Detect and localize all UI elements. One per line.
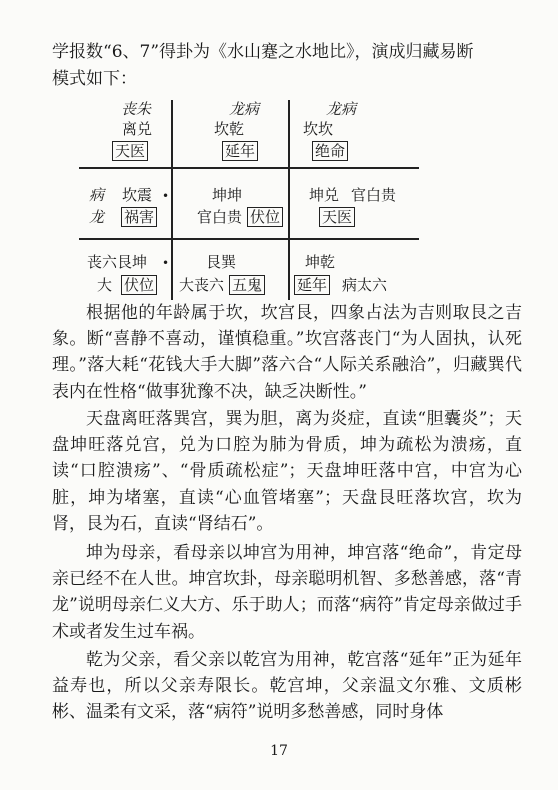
- cell-3-1-dot: •: [162, 256, 170, 270]
- grid-divider-v2: [288, 100, 290, 300]
- nine-palace-grid: [79, 100, 419, 300]
- paragraph-3: 坤为母亲，看母亲以坤宫为用神，坤宫落“绝命”，肯定母亲已经不在人世。坤宫坎卦，母亲聪明机智、多愁善感，落“青龙”说明母亲仁义大方、乐于助人；而落“病符”肯定母亲做过手术或者发生过车祸。: [52, 543, 522, 642]
- cell-3-2-name: 艮巽: [206, 253, 237, 271]
- cell-2-2-pre: 官白贵: [197, 208, 243, 226]
- cell-2-2-name: 坤坤: [212, 186, 243, 204]
- cell-3-1-name: 丧六艮坤: [87, 253, 148, 271]
- cell-2-2-box: 伏位: [247, 208, 283, 227]
- cell-1-1-name: 离兑: [122, 120, 153, 138]
- page-number: 17: [270, 743, 288, 759]
- cell-1-3-box: 绝命: [312, 142, 348, 161]
- paragraph-1: 根据他的年龄属于坎，坎宫艮，四象占法为吉则取艮之吉象。断“喜静不喜动，谨慎稳重。”坎宫落丧门“为人固执，认死理。”落大耗“花钱大手大脚”落六合“人际关系融洽”，归藏巽代表内在性格“做事犹豫不决，缺乏决断性。”: [52, 303, 522, 402]
- cell-3-1-box: 伏位: [121, 276, 157, 295]
- grid-divider-v1: [171, 100, 173, 300]
- paragraph-2: 天盘离旺落巽宫，巽为胆，离为炎症，直读“胆囊炎”；天盘坤旺落兑宫，兑为口腔为肺为骨质，坤为疏松为溃疡，直读“口腔溃疡”、“骨质疏松症”；天盘坤旺落中宫，中宫为心脏，坤为堵塞，直读“心血管堵塞”；天盘艮旺落坎宫，坎为肾，艮为石，直读“肾结石”。: [52, 409, 522, 534]
- cell-3-1-pre: 大: [97, 276, 113, 294]
- grid-divider-h1: [79, 167, 419, 169]
- grid-divider-h2: [79, 238, 419, 240]
- intro-line-2: 模式如下：: [52, 69, 137, 89]
- cell-2-1-pre1: 病: [89, 186, 105, 204]
- cell-2-1-dot: •: [162, 189, 170, 203]
- cell-1-2-box: 延年: [222, 142, 258, 161]
- cell-2-1-name: 坎震: [122, 186, 153, 204]
- cell-3-3-box: 延年: [294, 276, 330, 295]
- cell-1-1-top: 丧朱: [121, 100, 152, 118]
- cell-3-2-pre: 大丧六: [179, 276, 225, 294]
- cell-1-1-box: 天医: [112, 142, 148, 161]
- cell-3-2-box: 五鬼: [229, 276, 265, 295]
- cell-1-2-name: 坎乾: [214, 120, 245, 138]
- cell-2-3-name: 坤兑: [309, 186, 340, 204]
- intro-line-1: 学报数“6、7”得卦为《水山蹇之水地比》，演成归藏易断: [52, 42, 474, 62]
- cell-2-1-pre2: 龙: [89, 208, 105, 226]
- cell-1-2-top: 龙病: [229, 100, 260, 118]
- paragraph-4: 乾为父亲，看父亲以乾宫为用神，乾宫落“延年”正为延年益寿也，所以父亲寿限长。乾宫坤，父亲温文尔雅、文质彬彬、温柔有文采，落“病符”说明多愁善感，同时身体: [52, 650, 522, 723]
- cell-2-1-box: 祸害: [121, 208, 157, 227]
- cell-1-3-top: 龙病: [326, 100, 357, 118]
- cell-3-3-name: 坤乾: [305, 253, 336, 271]
- cell-3-3-post: 病太六: [342, 276, 388, 294]
- cell-2-3-box: 天医: [319, 208, 355, 227]
- cell-1-3-name: 坎坎: [303, 120, 334, 138]
- cell-2-3-post: 官白贵: [351, 186, 397, 204]
